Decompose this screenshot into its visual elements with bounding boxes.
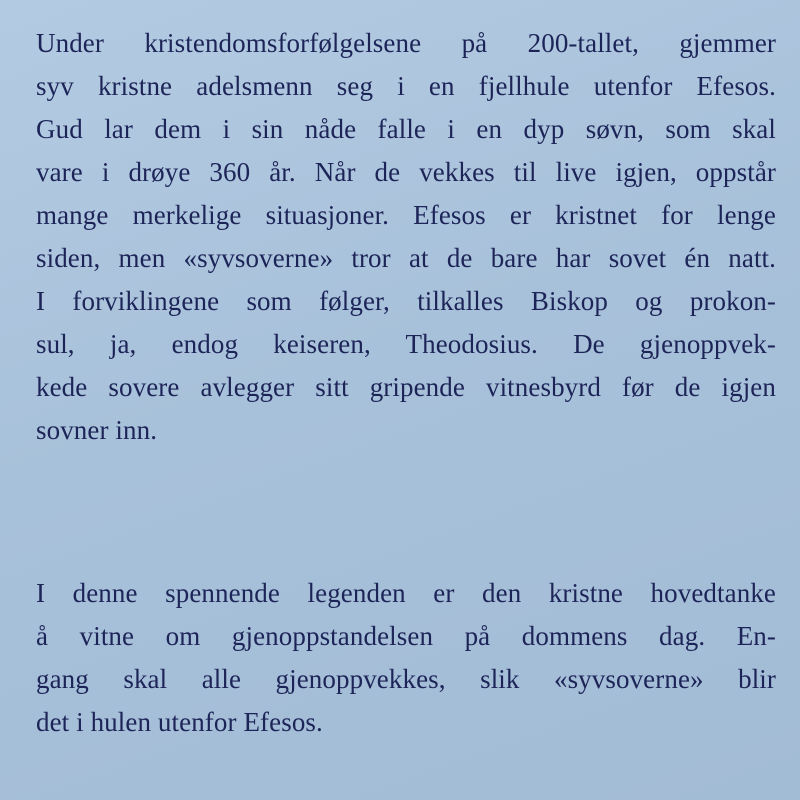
text-line: Under kristendomsforfølgelsene på 200-tallet, gjemmer (36, 28, 776, 58)
text-line: Gud lar dem i sin nåde falle i en dyp søvn, som skal (36, 114, 776, 144)
text-line-last: det i hulen utenfor Efesos. (36, 707, 323, 737)
text-line: mange merkelige situasjoner. Efesos er kristnet for lenge (36, 200, 776, 230)
text-line: I forviklingene som følger, tilkalles Biskop og prokon- (36, 286, 776, 316)
text-line: sul, ja, endog keiseren, Theodosius. De gjenoppvek- (36, 329, 776, 359)
text-line: syv kristne adelsmenn seg i en fjellhule utenfor Efesos. (36, 71, 776, 101)
text-line: siden, men «syvsoverne» tror at de bare har sovet én natt. (36, 243, 776, 273)
text-line-last: sovner inn. (36, 415, 158, 445)
text-line: å vitne om gjenoppstandelsen på dommens dag. En- (36, 621, 776, 651)
text-line: vare i drøye 360 år. Når de vekkes til live igjen, oppstår (36, 157, 776, 187)
paragraph-theme (36, 572, 776, 744)
text-line: gang skal alle gjenoppvekkes, slik «syvsoverne» blir (36, 664, 776, 694)
text-line: I denne spennende legenden er den kristne hovedtanke (36, 578, 776, 608)
text-line: kede sovere avlegger sitt gripende vitnesbyrd før de igjen (36, 372, 776, 402)
paragraph-synopsis (36, 22, 776, 452)
